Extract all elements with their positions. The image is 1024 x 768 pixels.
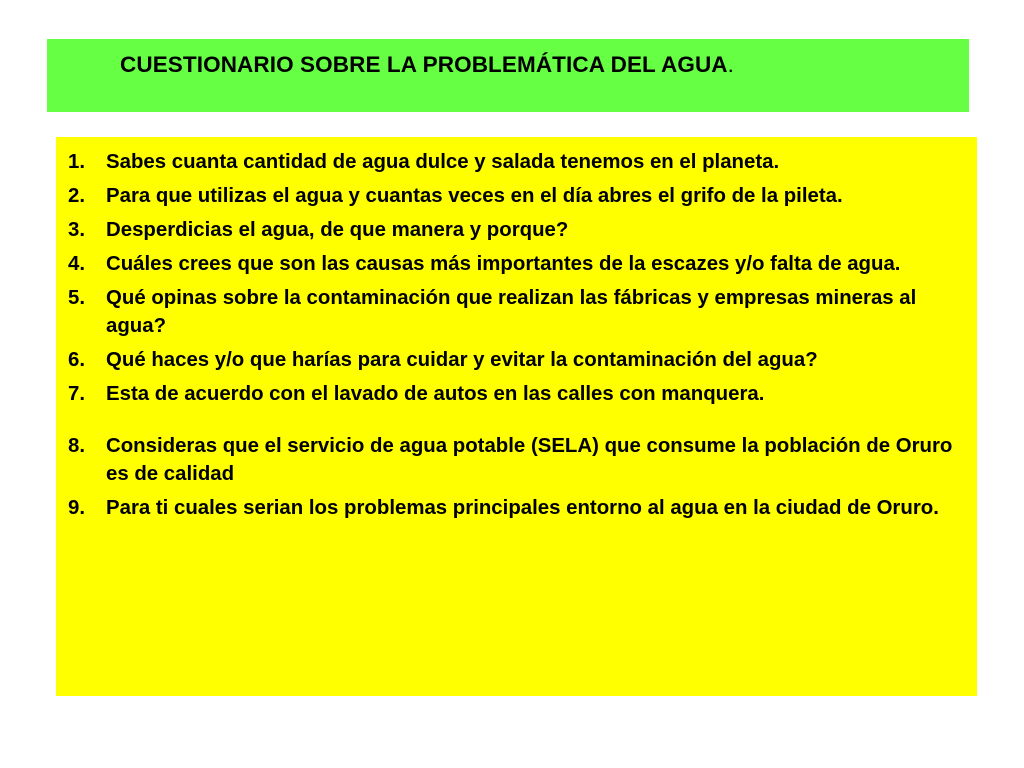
- question-item-8: [68, 432, 963, 488]
- question-text: Cuáles crees que son las causas más importantes de la escazes y/o falta de agua.: [106, 253, 901, 275]
- question-text: Para ti cuales serian los problemas principales entorno al agua en la ciudad de Oruro.: [106, 497, 939, 519]
- question-list: [68, 148, 963, 528]
- question-text: Qué haces y/o que harías para cuidar y evitar la contaminación del agua?: [106, 349, 818, 371]
- page-title-period: .: [727, 52, 735, 77]
- question-item-2: [68, 182, 963, 210]
- page-title-text: CUESTIONARIO SOBRE LA PROBLEMÁTICA DEL AGUA: [120, 52, 728, 77]
- question-text: Desperdicias el agua, de que manera y porque?: [106, 219, 569, 241]
- question-item-9: [68, 494, 963, 522]
- question-number: 1.: [68, 151, 86, 173]
- question-number: 2.: [68, 185, 86, 207]
- question-item-7: [68, 380, 963, 408]
- question-item-1: [68, 148, 963, 176]
- question-number: 9.: [68, 497, 86, 519]
- question-item-4: [68, 250, 963, 278]
- question-number: 6.: [68, 349, 86, 371]
- question-text: Para que utilizas el agua y cuantas veces en el día abres el grifo de la pileta.: [106, 185, 843, 207]
- question-text: Qué opinas sobre la contaminación que realizan las fábricas y empresas mineras al agua?: [106, 287, 917, 337]
- question-number: 3.: [68, 219, 86, 241]
- question-text: Consideras que el servicio de agua potable (SELA) que consume la población de Oruro es de calidad: [106, 435, 953, 485]
- questions-panel: [56, 137, 977, 696]
- page-title: [120, 52, 734, 78]
- question-item-3: [68, 216, 963, 244]
- title-banner: [47, 39, 969, 112]
- question-number: 7.: [68, 383, 86, 405]
- question-item-5: [68, 284, 963, 340]
- question-number: 8.: [68, 435, 86, 457]
- question-number: 4.: [68, 253, 86, 275]
- question-text: Esta de acuerdo con el lavado de autos en las calles con manquera.: [106, 383, 765, 405]
- question-number: 5.: [68, 287, 86, 309]
- question-item-6: [68, 346, 963, 374]
- question-text: Sabes cuanta cantidad de agua dulce y salada tenemos en el planeta.: [106, 151, 780, 173]
